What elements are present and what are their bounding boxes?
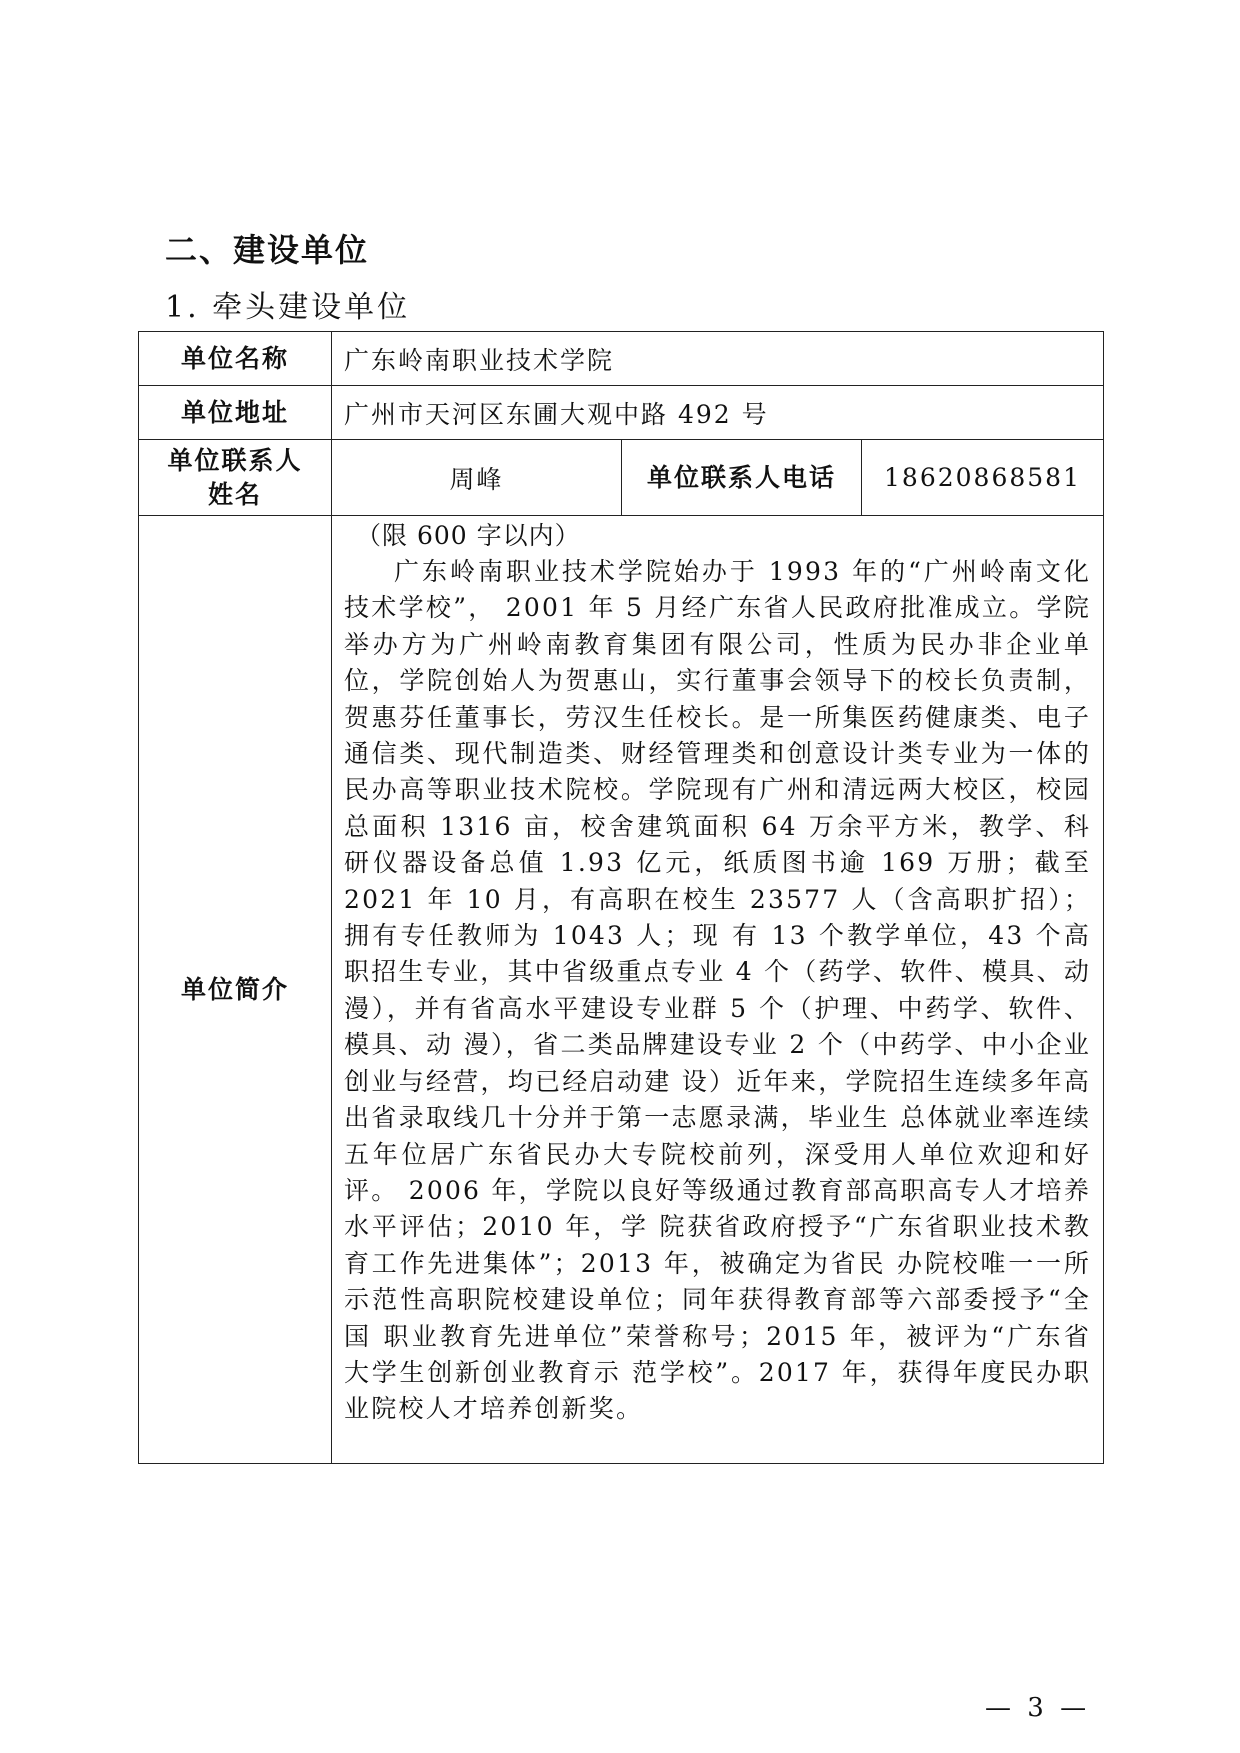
row-unit-name <box>139 332 1104 386</box>
row-unit-address <box>139 386 1104 440</box>
unit-intro-cell <box>332 516 1104 1464</box>
unit-name-value: 广东岭南职业技术学院 <box>332 332 1104 386</box>
section-heading: 二、建设单位 <box>165 231 370 269</box>
page-number: — 3 — <box>985 1693 1091 1723</box>
row-contact <box>139 440 1104 516</box>
lead-unit-table <box>138 331 1104 1464</box>
row-unit-intro <box>139 516 1104 1464</box>
contact-name-label: 单位联系人姓名 <box>139 440 332 516</box>
unit-address-label: 单位地址 <box>139 386 332 440</box>
unit-intro-text: 广东岭南职业技术学院始办于 1993 年的“广州岭南文化技术学校”， 2001 年 5 月经广东省人民政府批准成立。学院举办方为广州岭南教育集团有限公司，性质为民办非企业单位，学院创始人为贺惠山，实行董事会领导下的校长负责制，贺惠芬任董事长，劳汉生任校长。是一所集医药健康类、电子通信类、现代制造类、财经管理类和创意设计类专业为一体的民办高等职业技术院校。学院现有广州和清远两大校区，校园总面积 1316 亩，校舍建筑面积 64 万余平方米，教学、科研仪器设备总值 1.93 亿元，纸质图书逾 169 万册；截至 2021 年 10 月，有高职在校生 23577 人（含高职扩招）；拥有专任教师为 1043 人；现 有 13 个教学单位，43 个高职招生专业，其中省级重点专业 4 个（药学、软件、模具、动漫），并有省高水平建设专业群 5 个（护理、中药学、软件、模具、动 漫），省二类品牌建设专业 2 个（中药学、中小企业创业与经营，均已经启动建 设）近年来，学院招生连续多年高出省录取线几十分并于第一志愿录满，毕业生 总体就业率连续五年位居广东省民办大专院校前列，深受用人单位欢迎和好评。 2006 年，学院以良好等级通过教育部高职高专人才培养水平评估；2010 年，学 院获省政府授予“广东省职业技术教育工作先进集体”；2013 年，被确定为省民 办院校唯一一所示范性高职院校建设单位；同年获得教育部等六部委授予“全国 职业教育先进单位”荣誉称号；2015 年，被评为“广东省大学生创新创业教育示 范学校”。2017 年，获得年度民办职业院校人才培养创新奖。 <box>344 557 1092 1424</box>
unit-address-value: 广州市天河区东圃大观中路 492 号 <box>332 386 1104 440</box>
sub-heading: 1. 牵头建设单位 <box>165 290 411 325</box>
unit-name-label: 单位名称 <box>139 332 332 386</box>
contact-phone-value: 18620868581 <box>862 440 1104 516</box>
contact-phone-label: 单位联系人电话 <box>622 440 862 516</box>
contact-name-value: 周峰 <box>332 440 622 516</box>
unit-intro-label: 单位简介 <box>139 516 332 1464</box>
intro-word-limit-note: （限 600 字以内） <box>356 521 581 550</box>
